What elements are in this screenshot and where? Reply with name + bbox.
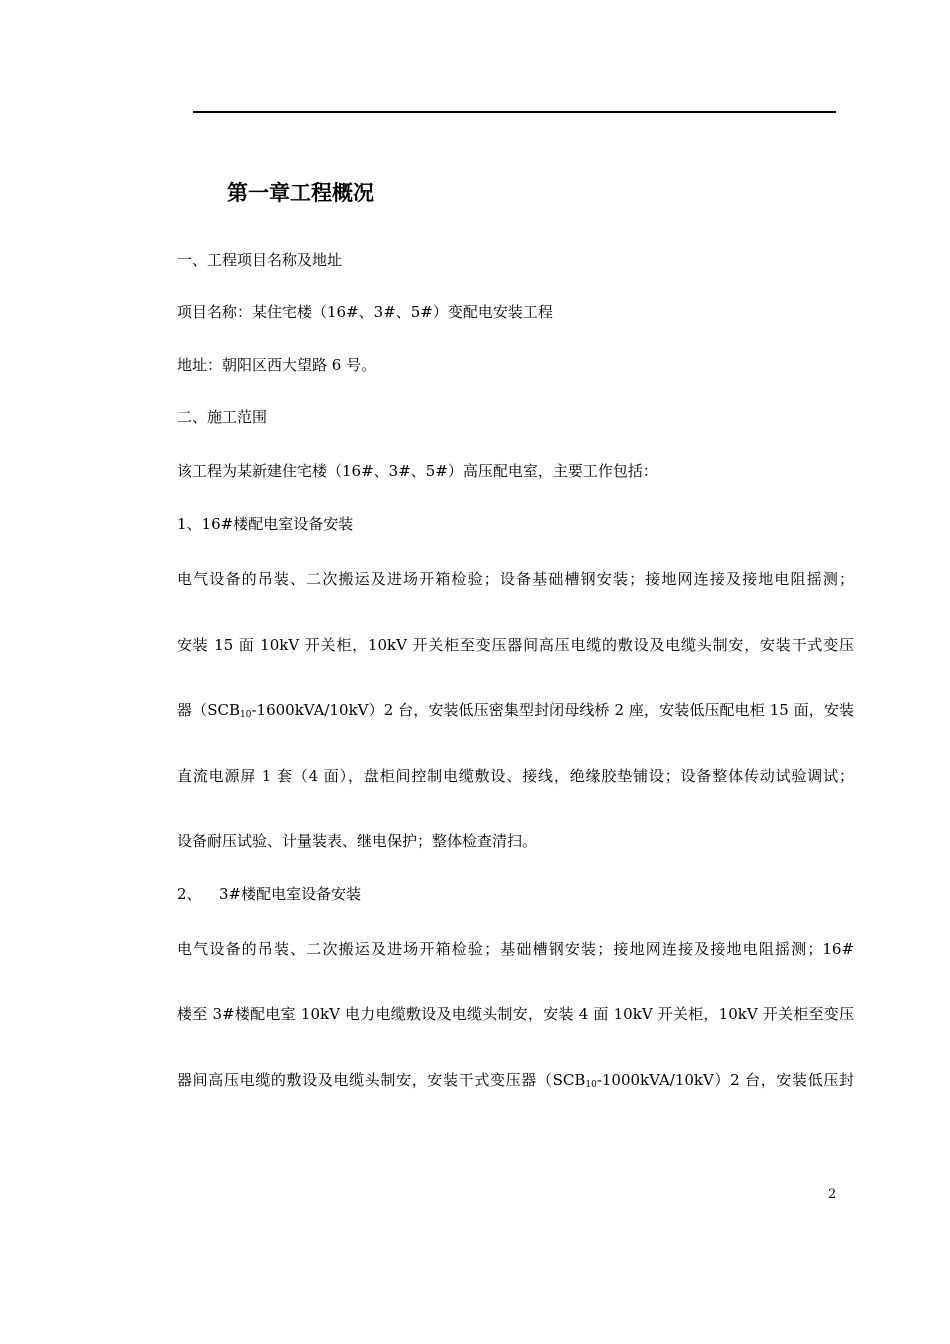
item1-line: 安装 15 面 10kV 开关柜，10kV 开关柜至变压器间高压电缆的敷设及电缆头制安，安装干式变压 xyxy=(177,636,854,654)
project-address: 地址：朝阳区西大望路 6 号。 xyxy=(177,356,377,374)
item1-line-part: -1600kVA/10kV）2 台，安装低压密集型封闭母线桥 2 座，安装低压配电柜 15 面，安装 xyxy=(251,701,855,719)
subscript: 10 xyxy=(585,1080,597,1090)
item1-line: 设备耐压试验、计量装表、继电保护；整体检查清扫。 xyxy=(177,832,538,850)
item1-line: 电气设备的吊装、二次搬运及进场开箱检验；设备基础槽钢安装；接地网连接及接地电阻摇测； xyxy=(177,570,854,588)
item2-line: 电气设备的吊装、二次搬运及进场开箱检验；基础槽钢安装；接地网连接及接地电阻摇测；16# xyxy=(177,940,854,958)
item2-line-part: 器间高压电缆的敷设及电缆头制安，安装干式变压器（SCB xyxy=(177,1071,586,1089)
item1-heading: 1、16#楼配电室设备安装 xyxy=(177,515,354,533)
page-number: 2 xyxy=(828,1187,837,1202)
item2-title: 3#楼配电室设备安装 xyxy=(219,885,362,903)
item2-line: 楼至 3#楼配电室 10kV 电力电缆敷设及电缆头制安，安装 4 面 10kV 开关柜，10kV 开关柜至变压 xyxy=(177,1005,854,1023)
item2-number: 2、 xyxy=(177,885,202,903)
item1-line xyxy=(177,699,854,726)
project-name: 项目名称：某住宅楼（16#、3#、5#）变配电安装工程 xyxy=(177,303,553,321)
scope-intro: 该工程为某新建住宅楼（16#、3#、5#）高压配电室，主要工作包括： xyxy=(177,462,658,480)
item2-line-part: -1000kVA/10kV）2 台，安装低压封 xyxy=(596,1071,855,1089)
item1-line: 直流电源屏 1 套（4 面），盘柜间控制电缆敷设、接线，绝缘胶垫铺设；设备整体传动试验调试； xyxy=(177,767,854,785)
header-rule xyxy=(193,111,836,113)
chapter-title: 第一章工程概况 xyxy=(227,181,374,205)
item2-heading xyxy=(177,883,361,905)
section-heading-project: 一、工程项目名称及地址 xyxy=(177,251,343,269)
item1-line-part: 器（SCB xyxy=(177,701,240,719)
subscript: 10 xyxy=(240,710,252,720)
section-heading-scope: 二、施工范围 xyxy=(177,408,268,426)
item2-line xyxy=(177,1069,854,1096)
